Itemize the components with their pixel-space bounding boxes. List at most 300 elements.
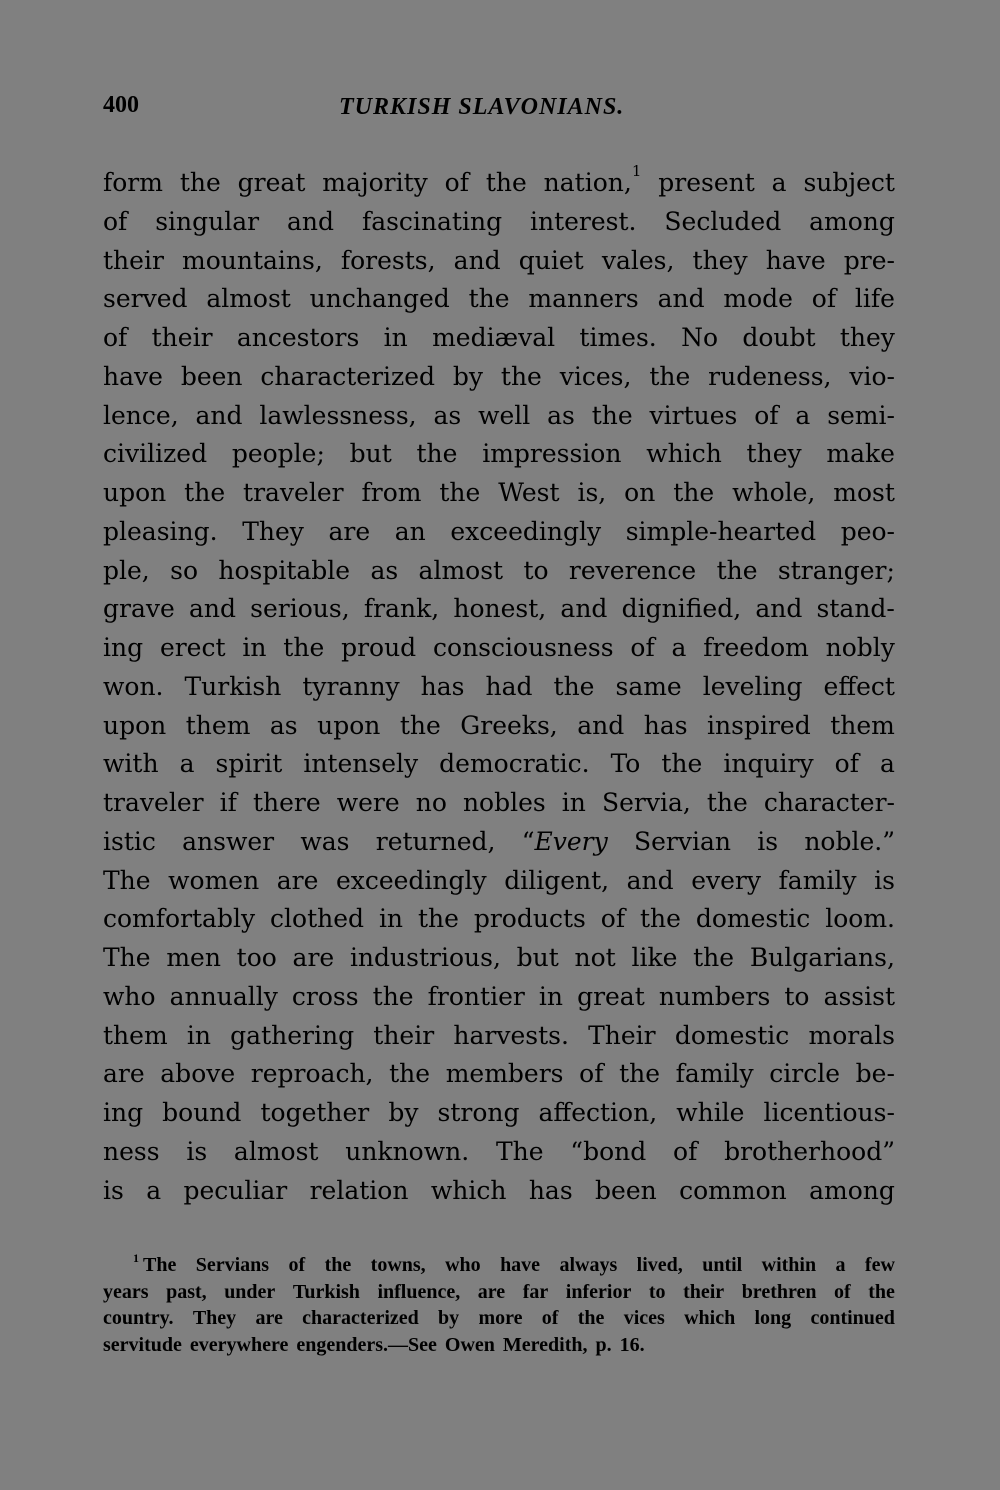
word: country. — [103, 1307, 174, 1329]
word: characterized — [302, 1307, 419, 1329]
word: continued — [810, 1307, 895, 1329]
word: who — [103, 981, 156, 1011]
text-line — [103, 784, 895, 823]
word: the — [389, 1059, 431, 1089]
word: have — [765, 245, 826, 275]
word: grave — [103, 594, 175, 624]
text-line — [103, 319, 895, 358]
word: the — [553, 671, 595, 701]
word: there — [252, 788, 321, 817]
word: inferior — [565, 1280, 632, 1303]
word: unknown. — [345, 1136, 470, 1166]
word: by — [438, 1307, 460, 1329]
text-line — [103, 435, 895, 474]
word: loom. — [825, 904, 895, 934]
word: relation — [309, 1175, 409, 1205]
word: $^1$ The — [133, 1251, 177, 1276]
word: ing — [103, 633, 144, 662]
word: cross — [291, 981, 359, 1011]
word: clothed — [270, 904, 365, 934]
word: been — [180, 361, 243, 391]
footnote-marker: 1 — [133, 1251, 139, 1265]
word: but — [516, 943, 559, 972]
word: who — [445, 1254, 481, 1276]
word: civilized — [103, 439, 208, 469]
word: to — [523, 555, 549, 585]
word: the — [673, 478, 715, 507]
word: the — [716, 555, 758, 585]
word: is, — [577, 478, 607, 507]
word: the — [372, 981, 414, 1011]
word: times. — [579, 323, 657, 352]
word: upon — [317, 710, 381, 740]
word: hospitable — [218, 555, 351, 585]
word: traveler — [243, 478, 344, 507]
word: the — [706, 788, 748, 817]
word: by — [452, 361, 484, 391]
word: the — [324, 1254, 352, 1276]
word: nobly — [825, 633, 895, 662]
word: the — [619, 1059, 661, 1089]
word: has — [420, 671, 465, 701]
word: character- — [763, 788, 895, 817]
word: are — [328, 516, 371, 546]
text-line — [103, 474, 895, 513]
word: upon — [103, 478, 167, 507]
text-line — [103, 1017, 895, 1056]
word: has — [528, 1175, 573, 1205]
word: a — [879, 749, 895, 779]
word: great — [237, 168, 306, 197]
word: have — [500, 1254, 541, 1276]
word: of — [811, 284, 837, 314]
word: products — [473, 904, 586, 934]
word: industrious, — [349, 943, 501, 972]
text-line — [103, 1094, 895, 1133]
word: while — [676, 1098, 745, 1127]
text-line — [103, 203, 895, 242]
word: reproach, — [250, 1059, 374, 1089]
word: the — [500, 361, 542, 391]
word: Greeks, — [460, 710, 558, 740]
word: a — [835, 1254, 846, 1276]
word: lence, — [103, 400, 179, 430]
word: as — [433, 400, 462, 430]
word: the — [179, 168, 221, 197]
word: which — [430, 1175, 507, 1205]
word: every — [691, 865, 761, 895]
word: the — [468, 284, 510, 314]
text-line — [103, 513, 895, 552]
word: strong — [437, 1098, 520, 1127]
word: domestic — [695, 904, 811, 934]
word: of — [600, 904, 626, 934]
word: long — [754, 1307, 792, 1329]
word: is — [103, 1175, 124, 1205]
word: comfortably — [103, 904, 256, 934]
word: and — [287, 206, 335, 236]
word: impression — [482, 439, 622, 469]
word: but — [349, 439, 392, 469]
word: the — [577, 1307, 605, 1329]
word: more — [478, 1307, 523, 1329]
word: them — [103, 1020, 168, 1050]
word: in — [383, 323, 408, 352]
word: the — [591, 400, 633, 430]
word: and — [453, 245, 501, 275]
word: so — [170, 555, 198, 585]
word: exceedingly — [450, 516, 602, 546]
word: served — [103, 284, 188, 314]
text-line — [103, 358, 895, 397]
word: The — [103, 865, 151, 895]
word: “Every — [521, 826, 608, 856]
word: form — [103, 168, 163, 197]
text-line — [103, 745, 895, 784]
text-line — [103, 164, 895, 203]
word: mediæval — [432, 323, 556, 352]
word: forests, — [340, 245, 436, 275]
word: by — [388, 1098, 419, 1127]
word: rudeness, — [708, 361, 832, 391]
word: from — [361, 478, 422, 507]
word: They — [192, 1307, 237, 1329]
word: pre- — [843, 245, 895, 275]
word: in — [538, 981, 563, 1011]
text-line — [103, 939, 895, 978]
word: the — [485, 168, 527, 197]
footnote — [103, 1252, 895, 1358]
word: istic — [103, 826, 156, 856]
word: quiet — [518, 245, 584, 275]
running-head — [103, 92, 895, 132]
word: majority — [322, 168, 428, 197]
word: and — [755, 594, 803, 624]
word: Turkish — [184, 671, 282, 701]
word: whole, — [732, 478, 816, 507]
word: lawlessness, — [259, 400, 417, 430]
word: of — [103, 323, 128, 352]
word: far — [522, 1280, 549, 1303]
word: ancestors — [236, 323, 360, 352]
running-title: TURKISH SLAVONIANS. — [339, 94, 625, 120]
word: the — [283, 633, 325, 662]
word: the — [416, 439, 458, 469]
word: in — [186, 1020, 211, 1050]
text-line — [103, 1172, 895, 1211]
word: traveler — [103, 788, 204, 817]
word: were — [336, 788, 400, 817]
word: influence, — [377, 1280, 461, 1303]
word: domestic — [674, 1020, 790, 1050]
text-line — [103, 978, 895, 1017]
word: Servia, — [601, 788, 691, 817]
word: have — [103, 361, 163, 391]
text-line — [103, 590, 895, 629]
word: 16. — [619, 1333, 645, 1356]
word: brethren — [741, 1280, 817, 1303]
word: vices — [623, 1307, 665, 1329]
word: virtues — [649, 400, 738, 430]
word: vices, — [559, 361, 632, 391]
word: engenders.—See — [296, 1333, 437, 1356]
word: as — [547, 400, 575, 430]
word: together — [260, 1098, 370, 1127]
word: characterized — [260, 361, 436, 391]
word: is — [186, 1136, 208, 1166]
word: of — [444, 168, 469, 197]
word: among — [809, 1175, 895, 1205]
word: few — [864, 1254, 895, 1276]
word: the — [661, 749, 703, 779]
word: annually — [169, 981, 278, 1011]
word: are — [477, 1280, 506, 1303]
word: ness — [103, 1136, 160, 1166]
word: most — [833, 478, 895, 507]
text-line — [103, 1133, 895, 1172]
word: lived, — [636, 1254, 683, 1276]
word: erect — [159, 633, 226, 662]
word: their — [103, 245, 164, 275]
word: members — [445, 1059, 564, 1089]
word: no — [415, 788, 447, 817]
word: semi- — [827, 400, 895, 430]
word: same — [615, 671, 682, 701]
word: They — [242, 516, 304, 546]
word: is — [874, 865, 895, 895]
word: the — [439, 478, 481, 507]
word: a — [771, 168, 787, 197]
word: everywhere — [189, 1333, 289, 1356]
word: No — [681, 323, 718, 352]
word: with — [103, 749, 159, 779]
word: was — [300, 826, 350, 856]
word: Servians — [195, 1254, 270, 1276]
word: pleasing. — [103, 516, 218, 546]
word: the — [399, 710, 441, 740]
word: singular — [155, 206, 260, 236]
word: in — [378, 904, 404, 934]
word: brotherhood” — [724, 1136, 895, 1166]
word: Their — [588, 1020, 656, 1050]
word: a — [671, 633, 687, 662]
word: the — [640, 904, 681, 934]
text-line — [103, 280, 895, 319]
text-line — [103, 397, 895, 436]
footnote-line — [103, 1279, 895, 1306]
word: the — [417, 904, 459, 934]
word: them — [185, 710, 251, 740]
word: exceedingly — [335, 865, 487, 895]
word: life — [854, 284, 895, 314]
word: their — [683, 1280, 725, 1303]
word: nobles — [462, 788, 546, 817]
word: not — [574, 943, 616, 972]
word: which — [684, 1307, 736, 1329]
word: diligent, — [504, 865, 610, 895]
footnote-line — [103, 1305, 895, 1332]
word: they — [692, 245, 748, 275]
text-line — [103, 862, 895, 901]
word: the — [649, 361, 691, 391]
word: and — [657, 284, 705, 314]
word: bound — [162, 1098, 242, 1127]
word: p. — [595, 1333, 612, 1356]
word: present — [658, 168, 755, 197]
word: of — [834, 1280, 851, 1303]
word: an — [394, 516, 426, 546]
word: intensely — [303, 749, 419, 779]
text-line — [103, 900, 895, 939]
word: harvests. — [453, 1020, 569, 1050]
word: inspired — [707, 710, 811, 740]
text-line — [103, 668, 895, 707]
word: among — [809, 206, 895, 236]
word: honest, — [453, 594, 547, 624]
word: the — [693, 943, 735, 972]
word: frontier — [427, 981, 525, 1011]
word: fascinating — [361, 206, 503, 236]
word: morals — [808, 1020, 895, 1050]
word: of — [579, 1059, 604, 1089]
word: inquiry — [723, 749, 814, 779]
word: numbers — [658, 981, 771, 1011]
word: family — [675, 1059, 754, 1089]
word: as — [269, 710, 298, 740]
word: people; — [231, 439, 325, 469]
word: until — [702, 1254, 743, 1276]
word: and — [626, 865, 674, 895]
word: West — [498, 478, 560, 507]
word: Servian — [633, 826, 731, 856]
word: simple-hearted — [625, 516, 817, 546]
word: the — [184, 478, 226, 507]
word: been — [595, 1175, 657, 1205]
word: their — [373, 1020, 435, 1050]
word: of — [673, 1136, 698, 1166]
word: vio- — [849, 361, 895, 391]
word: had — [485, 671, 533, 701]
word: too — [236, 943, 277, 972]
text-line — [103, 823, 895, 862]
word: dignified, — [621, 594, 742, 624]
word: effect — [823, 671, 895, 701]
word: are — [255, 1307, 283, 1329]
word: Turkish — [292, 1280, 360, 1303]
text-line — [103, 707, 895, 746]
word: unchanged — [309, 284, 450, 314]
word: reverence — [568, 555, 697, 585]
word: mode — [723, 284, 793, 314]
word: on — [624, 478, 656, 507]
word: in — [242, 633, 267, 662]
body-text — [103, 164, 895, 1210]
word: proud — [341, 633, 417, 662]
word: if — [219, 788, 237, 817]
word: has — [643, 710, 688, 740]
word: towns, — [370, 1254, 426, 1276]
word: ing — [103, 1098, 144, 1127]
text-line — [103, 552, 895, 591]
word: gathering — [230, 1020, 355, 1050]
word: which — [646, 439, 722, 469]
text-line — [103, 242, 895, 281]
word: well — [478, 400, 531, 430]
word: democratic. — [439, 749, 590, 779]
word: To — [610, 749, 641, 779]
word: a — [179, 749, 195, 779]
word: a — [146, 1175, 162, 1205]
word: and — [188, 594, 236, 624]
word: Secluded — [664, 206, 782, 236]
word: above — [160, 1059, 236, 1089]
word: is — [757, 826, 779, 856]
word: peculiar — [183, 1175, 288, 1205]
word: past, — [166, 1280, 207, 1303]
word: almost — [206, 284, 291, 314]
text-line — [103, 1055, 895, 1094]
word: doubt — [742, 323, 816, 352]
word: great — [577, 981, 645, 1011]
word: mountains, — [181, 245, 323, 275]
word: as — [370, 555, 399, 585]
word: and — [195, 400, 243, 430]
word: The — [103, 943, 151, 972]
word: like — [631, 943, 678, 972]
word: them — [830, 710, 895, 740]
word: consciousness — [433, 633, 614, 662]
word: men — [166, 943, 221, 972]
word: spirit — [215, 749, 283, 779]
word: tyranny — [302, 671, 400, 701]
word: in — [561, 788, 586, 817]
word: their — [151, 323, 213, 352]
word: Owen — [444, 1333, 495, 1356]
word: won. — [103, 671, 164, 701]
word: interest. — [529, 206, 637, 236]
word: “bond — [570, 1136, 647, 1166]
word: are — [103, 1059, 145, 1089]
word: and — [577, 710, 625, 740]
word: and — [560, 594, 608, 624]
text-line — [103, 629, 895, 668]
word: within — [761, 1254, 817, 1276]
word: family — [778, 865, 857, 895]
word: subject — [803, 168, 895, 197]
word: a — [795, 400, 811, 430]
word: are — [292, 943, 335, 972]
word: always — [559, 1254, 618, 1276]
word: they — [746, 439, 802, 469]
word: answer — [182, 826, 275, 856]
word: nation,$^1$ — [543, 162, 642, 197]
word: make — [826, 439, 895, 469]
word: vales, — [601, 245, 675, 275]
word: Meredith, — [502, 1333, 588, 1356]
footnote-reference: 1 — [631, 162, 642, 180]
word: serious, — [250, 594, 350, 624]
word: noble.” — [804, 826, 895, 856]
word: affection, — [538, 1098, 658, 1127]
word: assist — [823, 981, 895, 1011]
word: under — [224, 1280, 276, 1303]
word: years — [103, 1280, 149, 1303]
word: frank, — [363, 594, 440, 624]
word: of — [834, 749, 859, 779]
word: common — [679, 1175, 787, 1205]
word: the — [868, 1280, 895, 1303]
word: are — [276, 865, 319, 895]
